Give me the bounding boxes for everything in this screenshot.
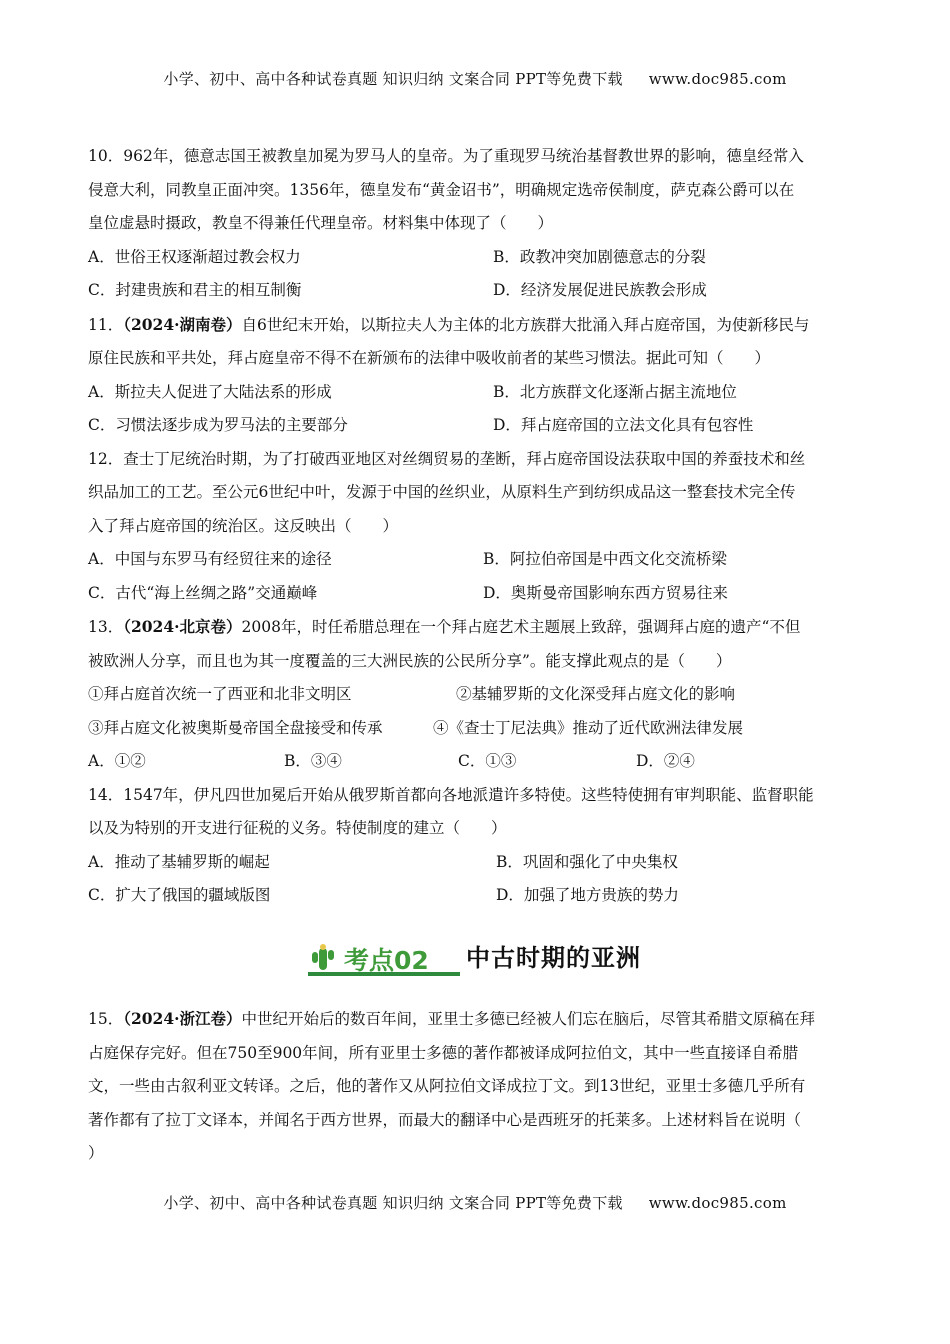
option-c[interactable]: C．古代“海上丝绸之路”交通巅峰 [88, 583, 318, 602]
cactus-icon [312, 944, 334, 970]
option-b[interactable]: B．阿拉伯帝国是中西文化交流桥梁 [483, 550, 727, 568]
option-c[interactable]: C．封建贵族和君主的相互制衡 [88, 281, 302, 299]
question-line: 中世纪开始后的数百年间，亚里士多德已经被人们忘在脑后，尽管其希腊文原稿在拜 [241, 1010, 816, 1028]
footer-text: 小学、初中、高中各种试卷真题 知识归纳 文案合同 PPT等免费下载 [163, 1194, 623, 1212]
option-a[interactable]: A．世俗王权逐渐超过教会权力 [88, 247, 301, 266]
question-line: 原住民族和平共处，拜占庭皇帝不得不在新颁布的法律中吸收前者的某些习惯法。据此可知（ ） [88, 349, 771, 367]
question-line: 文，一些由古叙利亚文转译。之后，他的著作又从阿拉伯文译成拉丁文。到13世纪，亚里士多德几乎所有 [88, 1077, 806, 1095]
option-d[interactable]: D．拜占庭帝国的立法文化具有包容性 [493, 416, 754, 434]
statement-4: ④《查士丁尼法典》推动了近代欧洲法律发展 [433, 718, 744, 737]
page-footer [0, 1192, 950, 1213]
option-d[interactable]: D．加强了地方贵族的势力 [496, 886, 679, 904]
option-a[interactable]: A．①② [88, 752, 146, 770]
question-10 [88, 140, 862, 308]
question-line: 入了拜占庭帝国的统治区。这反映出（ ） [88, 516, 399, 535]
question-11 [88, 308, 862, 443]
option-a[interactable]: A．中国与东罗马有经贸往来的途径 [88, 550, 332, 568]
question-number: 11． [88, 315, 124, 334]
statement-3: ③拜占庭文化被奥斯曼帝国全盘接受和传承 [88, 718, 383, 737]
question-number: 15． [88, 1010, 124, 1028]
option-d[interactable]: D．奥斯曼帝国影响东西方贸易往来 [483, 583, 728, 602]
page-header [0, 68, 950, 89]
question-number: 10． [88, 147, 124, 165]
question-line: 被欧洲人分享，而且也为其一度覆盖的三大洲民族的公民所分享”。能支撑此观点的是（ ） [88, 651, 732, 670]
option-c[interactable]: C．①③ [458, 752, 517, 770]
question-12 [88, 443, 862, 611]
question-line: 著作都有了拉丁文译本，并闻名于西方世界，而最大的翻译中心是西班牙的托莱多。上述材料旨在说明（ [88, 1110, 802, 1129]
option-a[interactable]: A．斯拉夫人促进了大陆法系的形成 [88, 382, 332, 401]
question-line: 2008年，时任希腊总理在一个拜占庭艺术主题展上致辞，强调拜占庭的遗产“不但 [241, 618, 801, 636]
section-badge [308, 940, 460, 978]
question-line: 皇位虚悬时摄政，教皇不得兼任代理皇帝。材料集中体现了（ ） [88, 214, 554, 232]
question-number: 14． [88, 785, 124, 804]
option-b[interactable]: B．③④ [284, 752, 342, 770]
question-line: 查士丁尼统治时期，为了打破西亚地区对丝绸贸易的垄断，拜占庭帝国设法获取中国的养蚕技术和丝 [123, 449, 806, 468]
question-15 [88, 1002, 862, 1171]
option-b[interactable]: B．巩固和强化了中央集权 [496, 852, 678, 871]
question-number: 13． [88, 618, 124, 636]
question-line: ） [88, 1144, 104, 1162]
section-heading [0, 926, 950, 988]
header-text: 小学、初中、高中各种试卷真题 知识归纳 文案合同 PPT等免费下载 [163, 70, 623, 88]
badge-label: 考点02 [344, 946, 429, 975]
option-a[interactable]: A．推动了基辅罗斯的崛起 [88, 852, 270, 871]
question-line: 1547年，伊凡四世加冕后开始从俄罗斯首都向各地派遣许多特使。这些特使拥有审判职能、监督职能 [123, 785, 814, 804]
question-line: 织品加工的工艺。至公元6世纪中叶，发源于中国的丝织业，从原料生产到纺织成品这一整套技术完全传 [88, 483, 796, 501]
question-source: （2024·北京卷） [123, 617, 242, 636]
option-d[interactable]: D．②④ [636, 752, 695, 770]
questions-block [88, 140, 862, 913]
question-source: （2024·浙江卷） [123, 1009, 242, 1028]
question-line: 自6世纪末开始，以斯拉夫人为主体的北方族群大批涌入拜占庭帝国，为使新移民与 [241, 315, 810, 334]
option-b[interactable]: B．政教冲突加剧德意志的分裂 [493, 247, 706, 266]
footer-url[interactable]: www.doc985.com [648, 1194, 787, 1212]
question-line: 以及为特别的开支进行征税的义务。特使制度的建立（ ） [88, 819, 507, 837]
question-14 [88, 779, 862, 913]
header-url[interactable]: www.doc985.com [648, 70, 787, 88]
option-c[interactable]: C．习惯法逐步成为罗马法的主要部分 [88, 416, 348, 434]
question-line: 侵意大利，同教皇正面冲突。1356年，德皇发布“黄金诏书”，明确规定选帝侯制度，萨克森公爵可以在 [88, 180, 795, 199]
question-line: 占庭保存完好。但在750至900年间，所有亚里士多德的著作都被译成阿拉伯文，其中一些直接译自希腊 [88, 1043, 799, 1062]
option-d[interactable]: D．经济发展促进民族教会形成 [493, 281, 707, 299]
statement-2: ②基辅罗斯的文化深受拜占庭文化的影响 [456, 685, 736, 703]
section-title: 中古时期的亚洲 [466, 944, 641, 972]
question-13 [88, 610, 862, 779]
question-line: 962年，德意志国王被教皇加冕为罗马人的皇帝。为了重现罗马统治基督教世界的影响，德皇经常入 [123, 147, 804, 165]
question-source: （2024·湖南卷） [123, 314, 242, 334]
question-number: 12． [88, 449, 124, 468]
option-b[interactable]: B．北方族群文化逐渐占据主流地位 [493, 382, 737, 401]
option-c[interactable]: C．扩大了俄国的疆域版图 [88, 886, 271, 904]
statement-1: ①拜占庭首次统一了西亚和北非文明区 [88, 685, 352, 703]
